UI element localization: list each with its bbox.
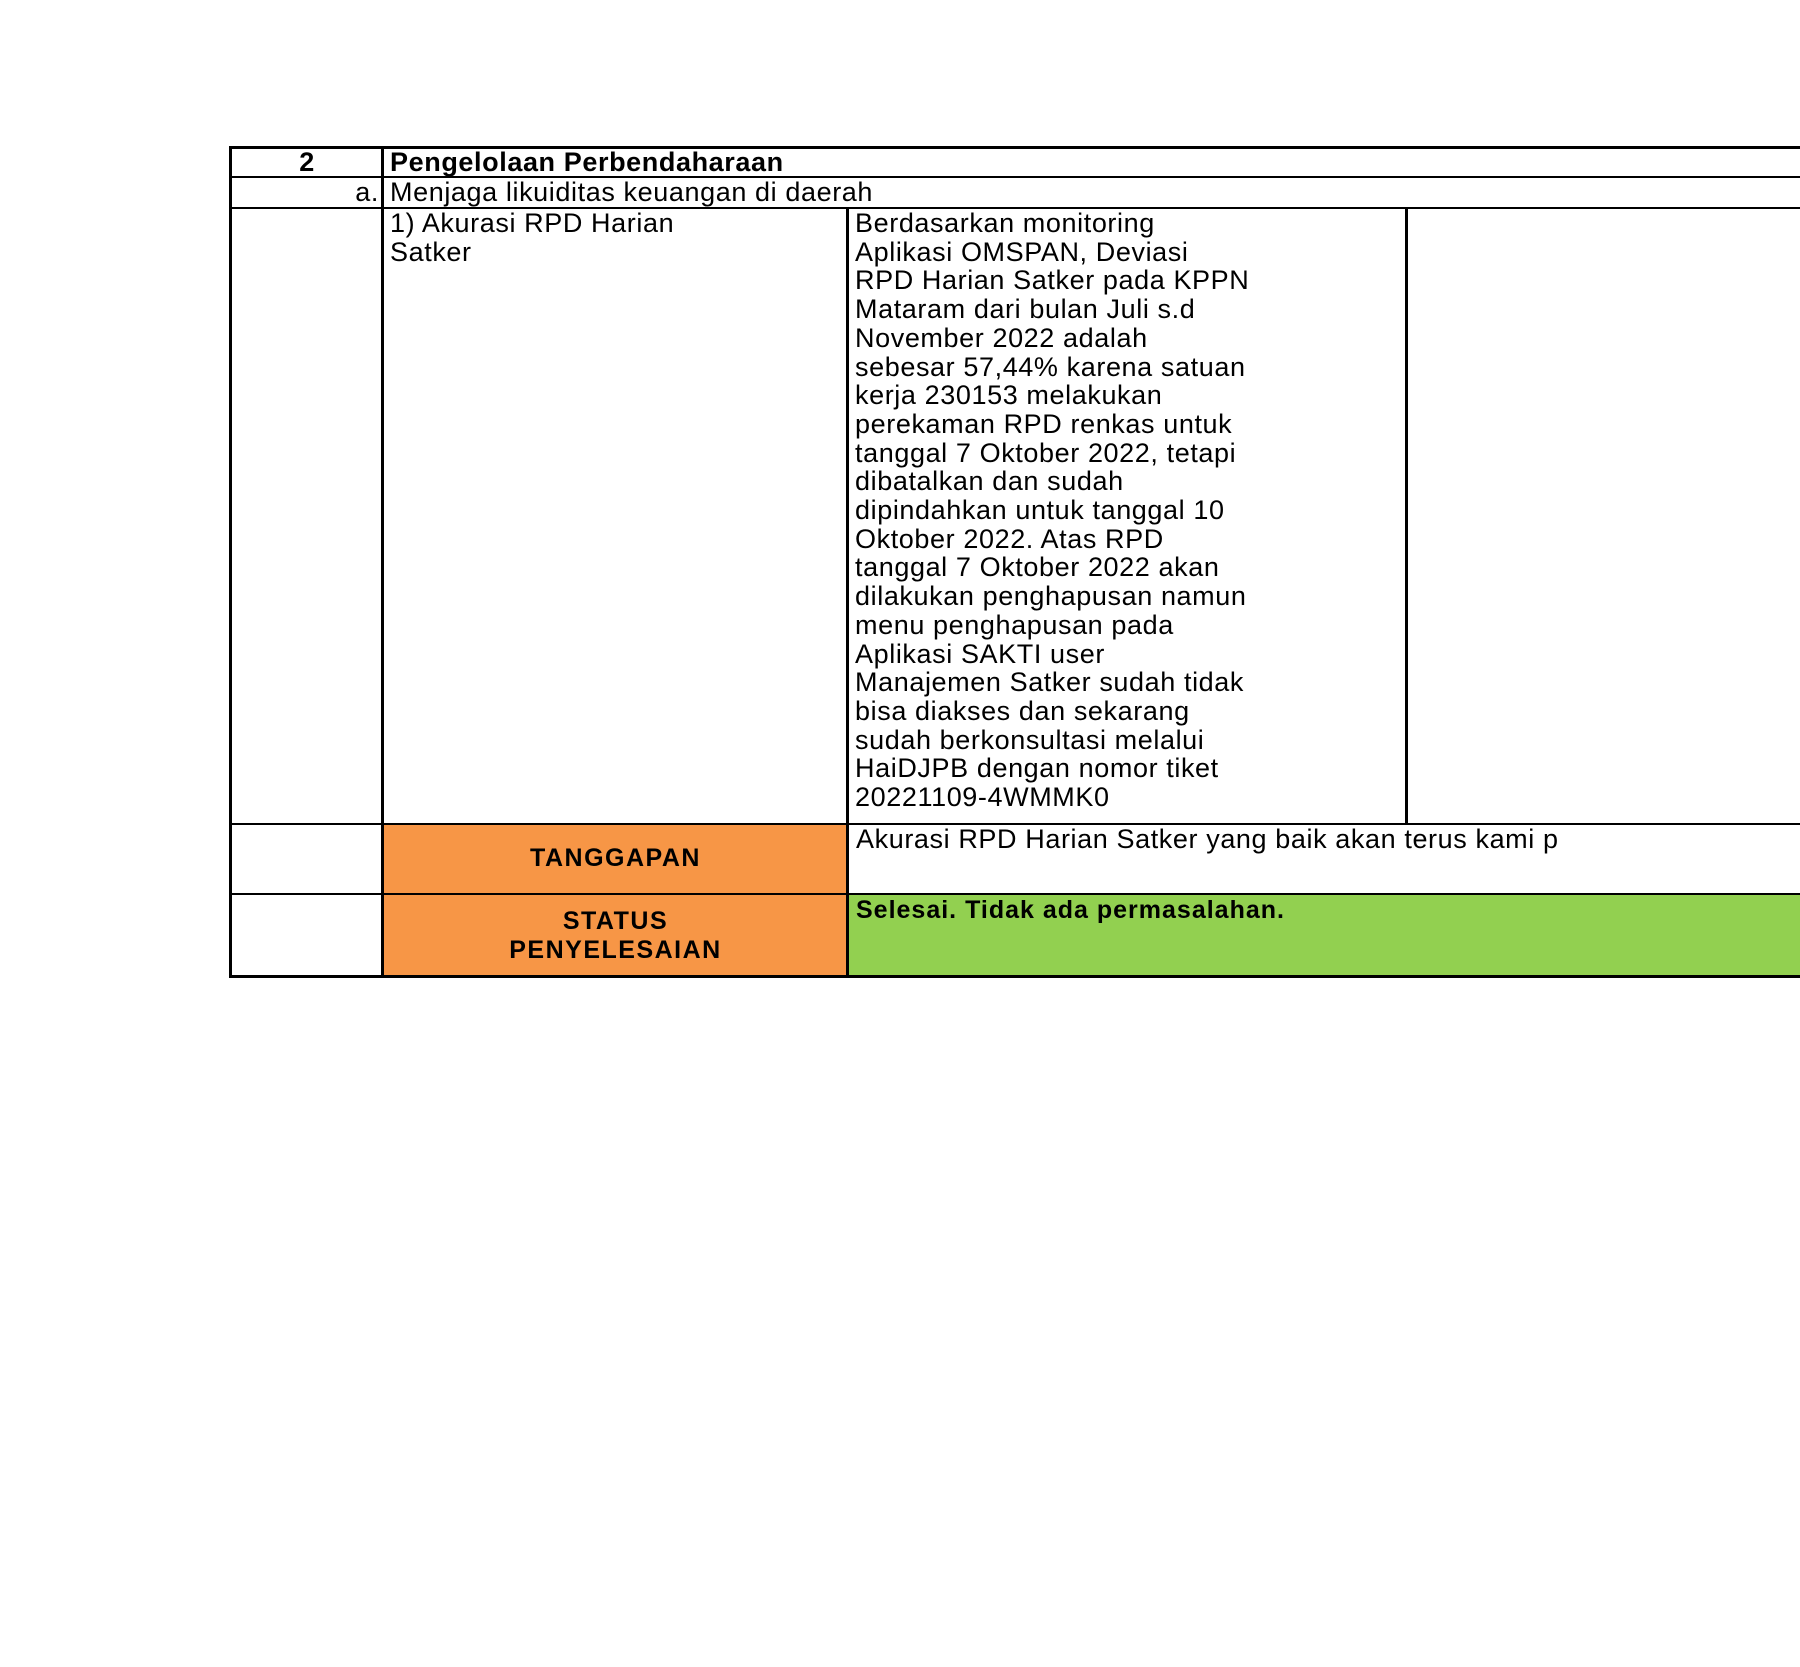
status-label-line: STATUS — [562, 907, 669, 935]
description-line: tanggal 7 Oktober 2022 akan — [855, 552, 1220, 583]
status-label — [383, 907, 848, 967]
description-line: Berdasarkan monitoring — [855, 209, 1155, 238]
subsection-title: Menjaga likuiditas keuangan di daerah — [390, 178, 874, 207]
section-number: 2 — [299, 148, 315, 176]
description-line: Mataram dari bulan Juli s.d — [855, 294, 1196, 325]
border-bottom — [229, 975, 1800, 978]
description-line: tanggal 7 Oktober 2022, tetapi — [855, 437, 1237, 468]
border-row4 — [229, 893, 1800, 895]
description-line: bisa diakses dan sekarang — [855, 695, 1190, 726]
indicator-cell — [390, 209, 845, 823]
description-cell — [855, 209, 1403, 823]
indicator-line: 1) Akurasi RPD Harian — [390, 209, 675, 238]
description-line: Aplikasi OMSPAN, Deviasi — [855, 236, 1189, 267]
status-label-line: PENYELESAIAN — [509, 936, 722, 964]
section-title: Pengelolaan Perbendaharaan — [390, 148, 784, 176]
description-line: Aplikasi SAKTI user — [855, 638, 1105, 669]
description-line: November 2022 adalah — [855, 322, 1148, 353]
description-line: dipindahkan untuk tanggal 10 — [855, 495, 1225, 526]
border-col3 — [1405, 207, 1408, 825]
description-line: HaiDJPB dengan nomor tiket — [855, 753, 1219, 784]
tanggapan-text: Akurasi RPD Harian Satker yang baik akan terus kami p — [856, 825, 1559, 854]
description-line: sebesar 57,44% karena satuan — [855, 351, 1246, 382]
description-line: dibatalkan dan sudah — [855, 466, 1124, 497]
description-line: Oktober 2022. Atas RPD — [855, 523, 1164, 554]
tanggapan-label: TANGGAPAN — [530, 844, 701, 872]
description-line: kerja 230153 melakukan — [855, 380, 1163, 411]
description-line: sudah berkonsultasi melalui — [855, 724, 1205, 755]
description-line: dilakukan penghapusan namun — [855, 581, 1247, 612]
description-line: RPD Harian Satker pada KPPN — [855, 265, 1250, 296]
status-text: Selesai. Tidak ada permasalahan. — [856, 896, 1285, 924]
indicator-line: Satker — [390, 236, 472, 267]
subsection-label: a. — [355, 178, 379, 207]
extra-column-cell — [1410, 209, 1800, 823]
border-left — [229, 146, 232, 978]
description-line: Manajemen Satker sudah tidak — [855, 667, 1245, 698]
description-line: menu penghapusan pada — [855, 609, 1174, 640]
description-line: perekaman RPD renkas untuk — [855, 408, 1233, 439]
description-line: 20221109-4WMMK0 — [855, 782, 1110, 813]
